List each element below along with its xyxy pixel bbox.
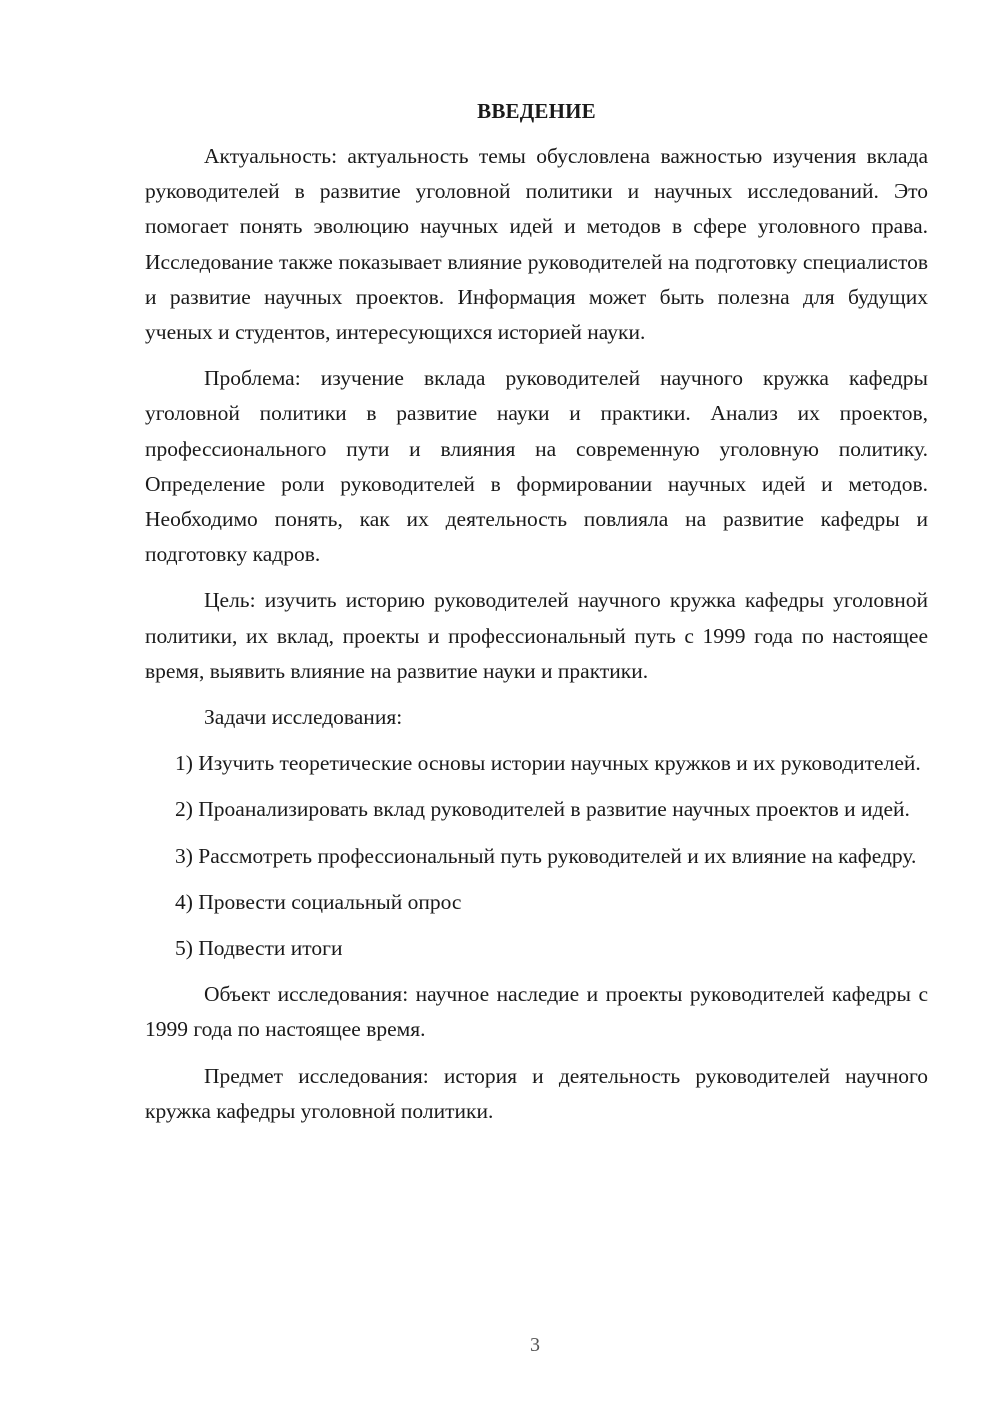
task-item: 1) Изучить теоретические основы истории научных кружков и их руководителей.: [175, 751, 921, 776]
task-item: 2) Проанализировать вклад руководителей в развитие научных проектов и идей.: [175, 797, 910, 822]
task-item: 3) Рассмотреть профессиональный путь руководителей и их влияние на кафедру.: [175, 843, 917, 868]
page-title: ВВЕДЕНИЕ: [477, 99, 596, 123]
subject-paragraph: Предмет исследования: история и деятельность руководителей научного кружка кафедры уголовной политики.: [145, 1063, 928, 1123]
goal-paragraph: Цель: изучить историю руководителей научного кружка кафедры уголовной политики, их вклад, проекты и профессиональный путь с 1999 года по настоящее время, выявить влияние на развитие науки и практики.: [145, 588, 928, 683]
page-content: [145, 94, 928, 1140]
page-number: 3: [530, 1334, 540, 1356]
task-item: 5) Подвести итоги: [175, 936, 343, 961]
object-paragraph: Объект исследования: научное наследие и проекты руководителей кафедры с 1999 года по настоящее время.: [145, 982, 928, 1042]
task-item: 4) Провести социальный опрос: [175, 889, 462, 914]
relevance-paragraph: Актуальность: актуальность темы обусловлена важностью изучения вклада руководителей в развитие уголовной политики и научных исследований. Это помогает понять эволюцию научных идей и методов в сфере уголовного права. Исследование также показывает влияние руководителей на подготовку специалистов и развитие научных проектов. Информация может быть полезна для будущих ученых и студентов, интересующихся историей науки.: [145, 144, 928, 345]
problem-paragraph: Проблема: изучение вклада руководителей научного кружка кафедры уголовной политики в развитие науки и практики. Анализ их проектов, профессионального пути и влияния на современную уголовную политику. Определение роли руководителей в формировании научных идей и методов. Необходимо понять, как их деятельность повлияла на развитие кафедры и подготовку кадров.: [145, 366, 928, 567]
tasks-heading: Задачи исследования:: [204, 705, 403, 730]
